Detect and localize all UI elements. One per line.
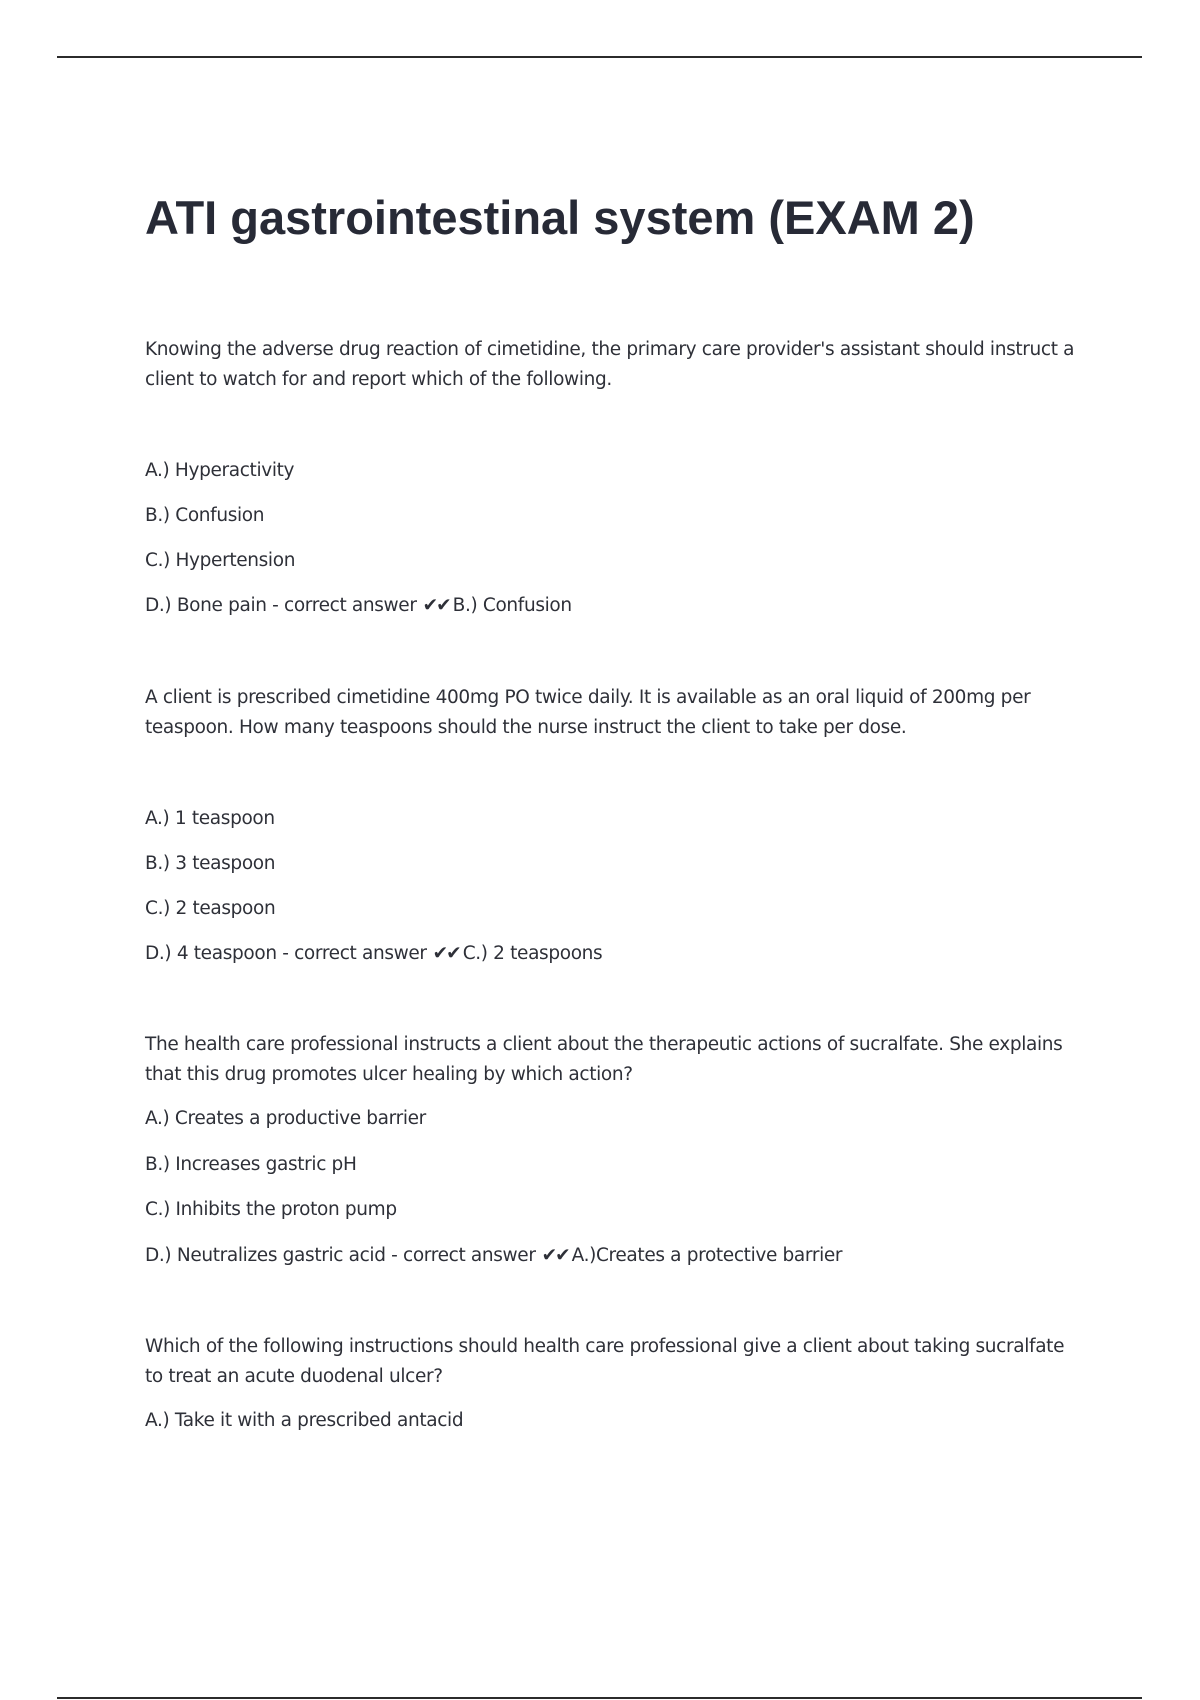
check-icon: ✔✔ bbox=[432, 943, 460, 964]
question-2-answer: C.) 2 teaspoons bbox=[462, 943, 603, 964]
question-4-text: Which of the following instructions should health care professional give a client about taking sucralfate to treat an acute duodenal ulcer? bbox=[145, 1336, 1065, 1387]
check-icon: ✔✔ bbox=[541, 1245, 569, 1266]
top-rule bbox=[57, 56, 1142, 58]
question-1-option-b: B.) Confusion bbox=[145, 505, 265, 526]
answer-prefix: correct answer bbox=[403, 1245, 536, 1266]
question-3-option-a: A.) Creates a productive barrier bbox=[145, 1108, 426, 1129]
question-2 bbox=[145, 683, 1080, 964]
page-title: ATI gastrointestinal system (EXAM 2) bbox=[145, 191, 975, 244]
question-1-answer: B.) Confusion bbox=[452, 595, 572, 616]
question-3-answer: A.)Creates a protective barrier bbox=[571, 1245, 843, 1266]
bottom-rule bbox=[57, 1697, 1142, 1699]
question-3-text: The health care professional instructs a client about the therapeutic actions of sucralfate. She explains that this drug promotes ulcer healing by which action? bbox=[145, 1034, 1063, 1085]
question-4-option-a: A.) Take it with a prescribed antacid bbox=[145, 1410, 464, 1431]
question-1-option-c: C.) Hypertension bbox=[145, 550, 296, 571]
question-3 bbox=[145, 1030, 1080, 1266]
question-3-option-c: C.) Inhibits the proton pump bbox=[145, 1199, 397, 1220]
question-1-text: Knowing the adverse drug reaction of cimetidine, the primary care provider's assistant should instruct a client to watch for and report which of the following. bbox=[145, 339, 1075, 390]
question-2-option-b: B.) 3 teaspoon bbox=[145, 853, 276, 874]
question-4 bbox=[145, 1332, 1080, 1431]
question-2-option-c: C.) 2 teaspoon bbox=[145, 898, 276, 919]
question-3-option-b: B.) Increases gastric pH bbox=[145, 1154, 357, 1175]
question-2-option-d: D.) 4 teaspoon bbox=[145, 943, 277, 964]
question-1-option-a: A.) Hyperactivity bbox=[145, 460, 295, 481]
question-2-text: A client is prescribed cimetidine 400mg PO twice daily. It is available as an oral liquid of 200mg per teaspoon. How many teaspoons should the nurse instruct the client to take per dose. bbox=[145, 687, 1031, 738]
check-icon: ✔✔ bbox=[422, 595, 450, 616]
answer-prefix: correct answer bbox=[284, 595, 417, 616]
question-2-option-d-with-answer: D.) 4 teaspoon - correct answer ✔✔ C.) 2 teaspoons bbox=[145, 943, 603, 964]
question-3-option-d: D.) Neutralizes gastric acid bbox=[145, 1245, 386, 1266]
question-1 bbox=[145, 335, 1080, 616]
question-1-option-d-with-answer: D.) Bone pain - correct answer ✔✔ B.) Confusion bbox=[145, 595, 572, 616]
question-3-option-d-with-answer: D.) Neutralizes gastric acid - correct answer ✔✔ A.)Creates a protective barrier bbox=[145, 1245, 843, 1266]
question-1-option-d: D.) Bone pain bbox=[145, 595, 267, 616]
question-2-option-a: A.) 1 teaspoon bbox=[145, 808, 275, 829]
answer-prefix: correct answer bbox=[294, 943, 427, 964]
